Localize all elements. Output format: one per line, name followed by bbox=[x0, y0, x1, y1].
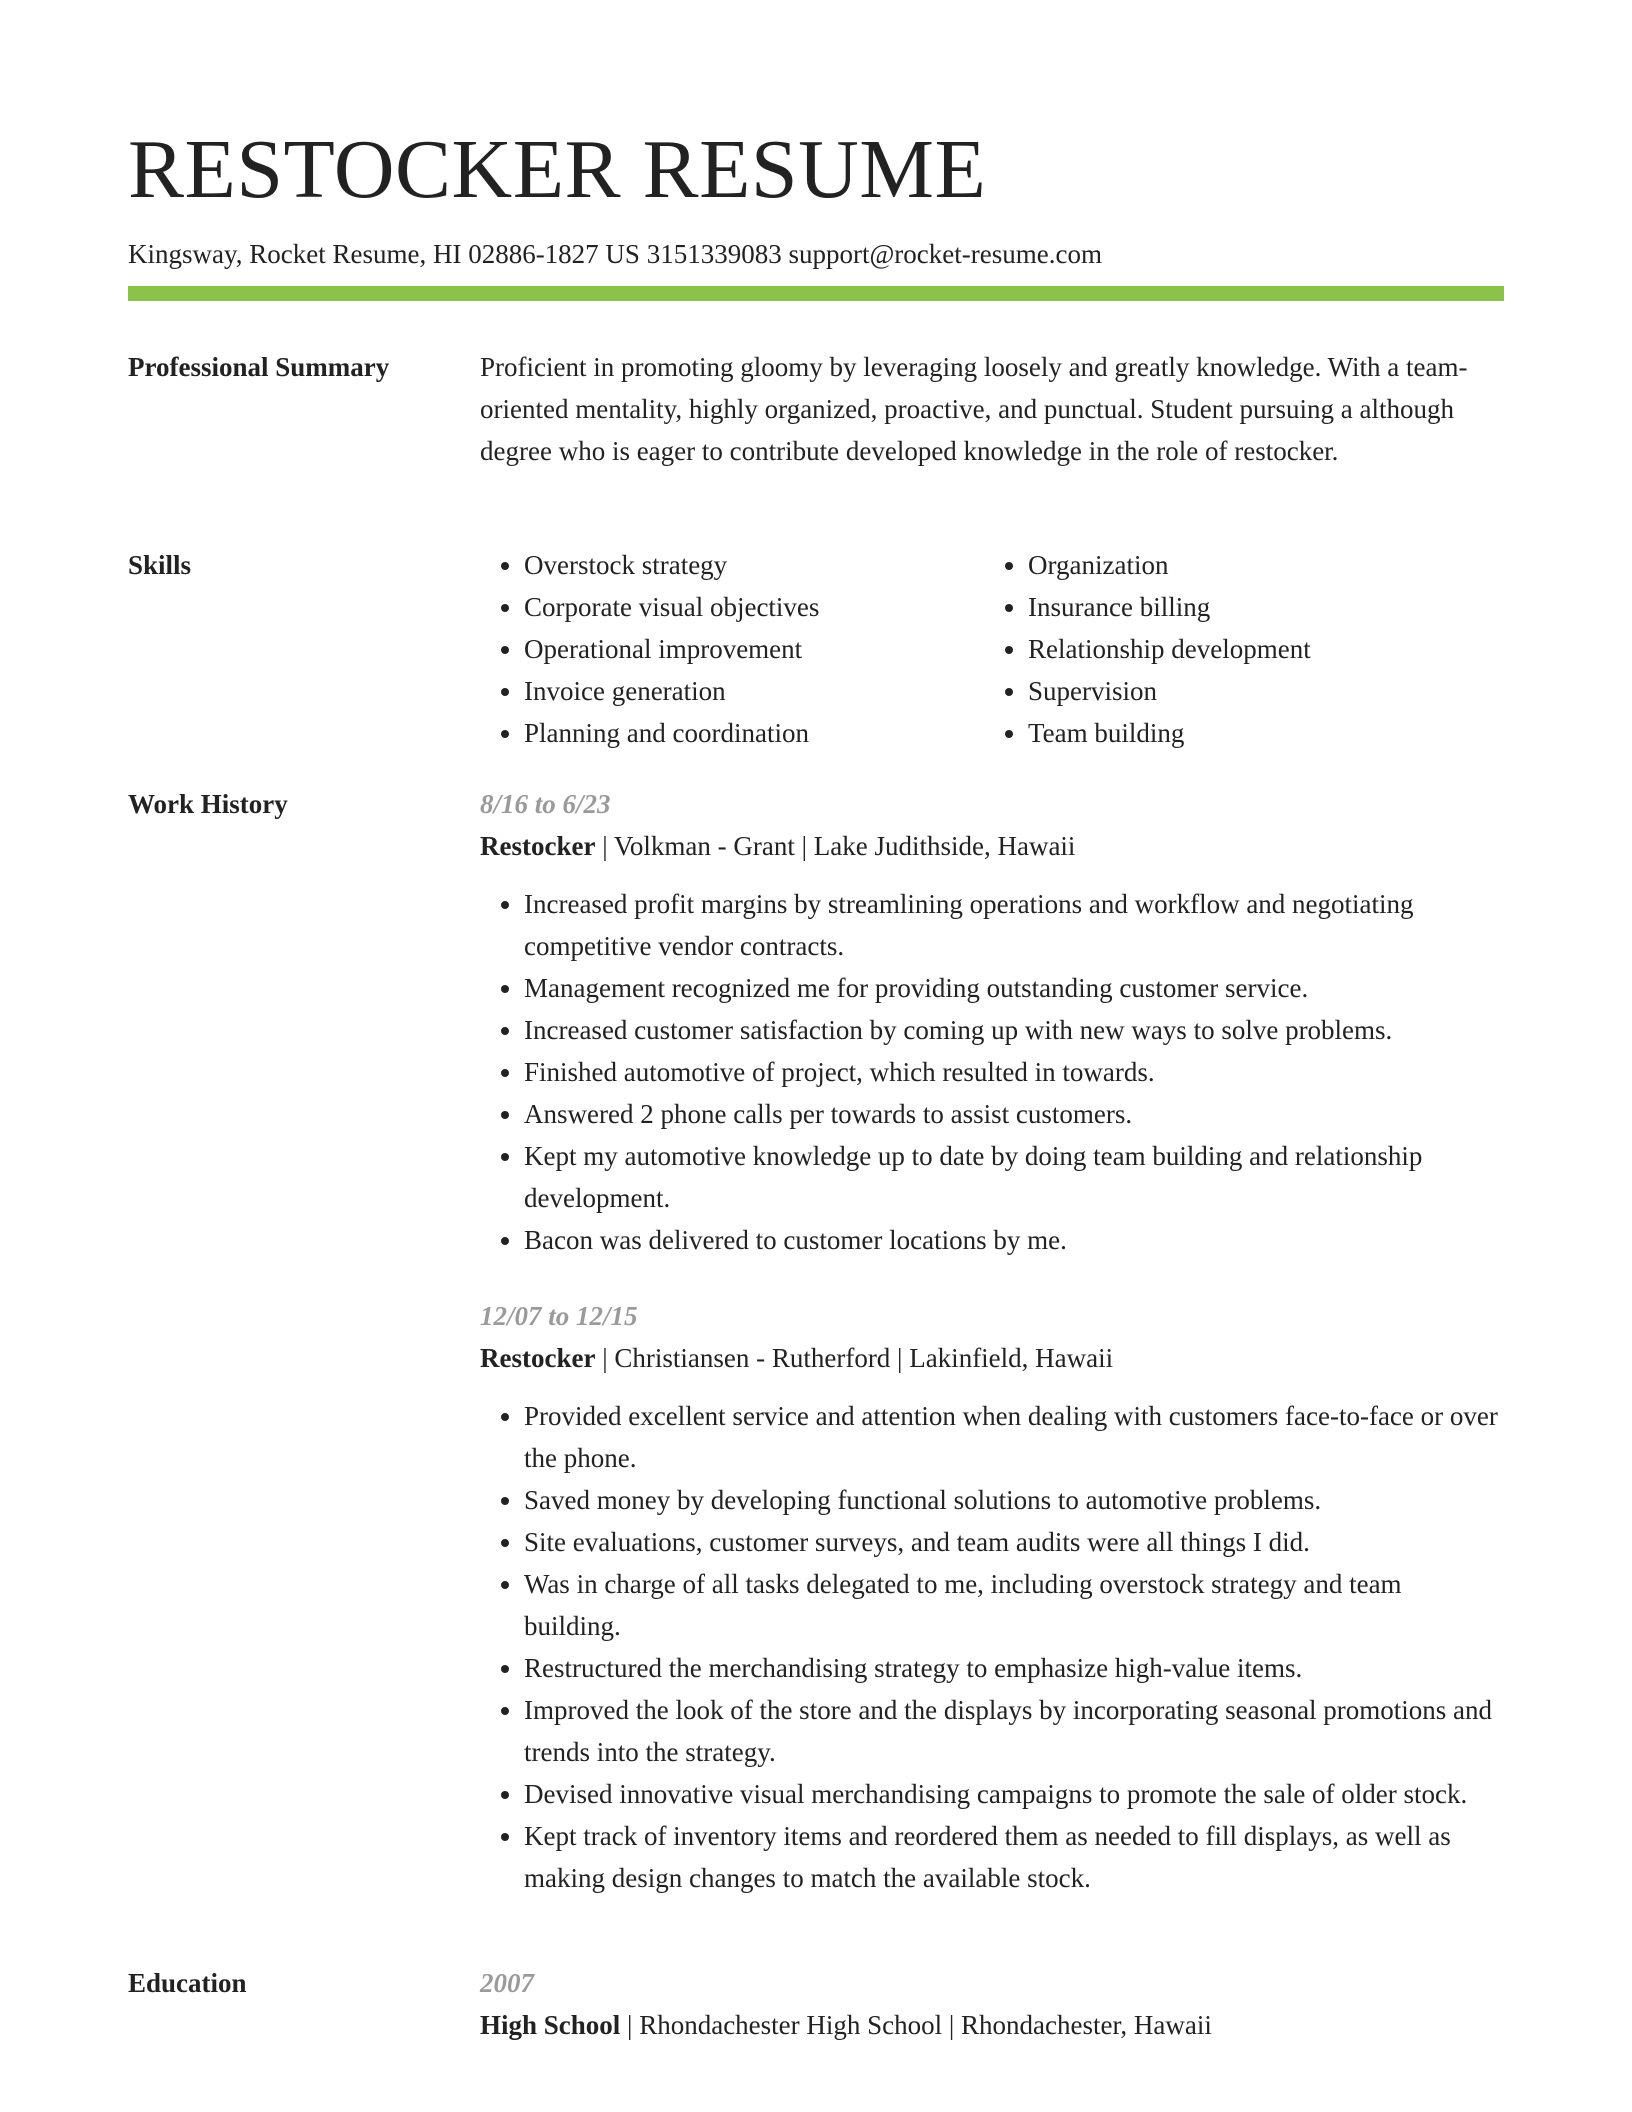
job-entry bbox=[480, 783, 1504, 1261]
job-bullet: • Improved the look of the store and the displays by incorporating seasonal promotions and trends into the strategy. bbox=[524, 1689, 1504, 1773]
education-degree: High School bbox=[480, 2010, 621, 2040]
summary-text: Proficient in promoting gloomy by leveraging loosely and greatly knowledge. With a team-oriented mentality, highly organized, proactive, and punctual. Student pursuing a although degree who is eager to contribute developed knowledge in the role of restocker. bbox=[480, 352, 1468, 466]
job-bullet: • Kept my automotive knowledge up to date by doing team building and relationship development. bbox=[524, 1135, 1504, 1219]
skill-item: • Organization bbox=[1028, 544, 1488, 586]
job-entry bbox=[480, 1295, 1504, 1899]
job-bullet: • Devised innovative visual merchandising campaigns to promote the sale of older stock. bbox=[524, 1773, 1504, 1815]
skill-item: • Team building bbox=[1028, 712, 1488, 754]
skills-body bbox=[480, 544, 1504, 754]
job-role: Restocker bbox=[480, 831, 596, 861]
skill-item: • Insurance billing bbox=[1028, 586, 1488, 628]
accent-divider bbox=[128, 286, 1504, 301]
job-heading bbox=[480, 825, 1504, 867]
job-bullet: • Provided excellent service and attention when dealing with customers face-to-face or over the phone. bbox=[524, 1395, 1504, 1479]
job-bullets bbox=[480, 883, 1504, 1261]
skill-item: • Operational improvement bbox=[524, 628, 984, 670]
education-details: | Rhondachester High School | Rhondachester, Hawaii bbox=[620, 2010, 1212, 2040]
job-dates: 12/07 to 12/15 bbox=[480, 1301, 638, 1331]
contact-info: Kingsway, Rocket Resume, HI 02886-1827 US 3151339083 support@rocket-resume.com bbox=[128, 239, 1102, 269]
education-heading bbox=[480, 2004, 1504, 2046]
job-bullet: • Increased customer satisfaction by coming up with new ways to solve problems. bbox=[524, 1009, 1504, 1051]
education-year: 2007 bbox=[480, 1968, 534, 1998]
job-bullet: • Saved money by developing functional solutions to automotive problems. bbox=[524, 1479, 1504, 1521]
education-title: Education bbox=[128, 1968, 247, 1998]
work-history-title: Work History bbox=[128, 789, 288, 819]
skill-item: • Relationship development bbox=[1028, 628, 1488, 670]
summary-title: Professional Summary bbox=[128, 352, 390, 382]
resume-title: RESTOCKER RESUME bbox=[128, 123, 987, 216]
skill-item: • Corporate visual objectives bbox=[524, 586, 984, 628]
skill-item: • Supervision bbox=[1028, 670, 1488, 712]
job-details: | Volkman - Grant | Lake Judithside, Hawaii bbox=[595, 831, 1076, 861]
job-bullet: • Site evaluations, customer surveys, and team audits were all things I did. bbox=[524, 1521, 1504, 1563]
job-bullet: • Restructured the merchandising strategy to emphasize high-value items. bbox=[524, 1647, 1504, 1689]
resume-header bbox=[128, 118, 1504, 272]
job-role: Restocker bbox=[480, 1343, 596, 1373]
skills-column-left bbox=[480, 544, 984, 754]
skills-grid bbox=[480, 544, 1504, 754]
skills-title: Skills bbox=[128, 550, 192, 580]
work-history-body bbox=[480, 783, 1504, 1933]
job-bullet: • Answered 2 phone calls per towards to assist customers. bbox=[524, 1093, 1504, 1135]
job-bullet: • Finished automotive of project, which resulted in towards. bbox=[524, 1051, 1504, 1093]
job-bullet: • Increased profit margins by streamlining operations and workflow and negotiating competitive vendor contracts. bbox=[524, 883, 1504, 967]
skill-item: • Planning and coordination bbox=[524, 712, 984, 754]
job-bullet: • Bacon was delivered to customer locations by me. bbox=[524, 1219, 1504, 1261]
job-heading bbox=[480, 1337, 1504, 1379]
job-bullet: • Kept track of inventory items and reordered them as needed to fill displays, as well as making design changes to match the available stock. bbox=[524, 1815, 1504, 1899]
job-dates: 8/16 to 6/23 bbox=[480, 789, 611, 819]
skill-item: • Invoice generation bbox=[524, 670, 984, 712]
job-details: | Christiansen - Rutherford | Lakinfield, Hawaii bbox=[595, 1343, 1114, 1373]
skills-column-right bbox=[984, 544, 1488, 754]
education-body bbox=[480, 1962, 1504, 2046]
skill-item: • Overstock strategy bbox=[524, 544, 984, 586]
job-bullet: • Was in charge of all tasks delegated to me, including overstock strategy and team building. bbox=[524, 1563, 1504, 1647]
job-bullet: • Management recognized me for providing outstanding customer service. bbox=[524, 967, 1504, 1009]
job-bullets bbox=[480, 1395, 1504, 1899]
